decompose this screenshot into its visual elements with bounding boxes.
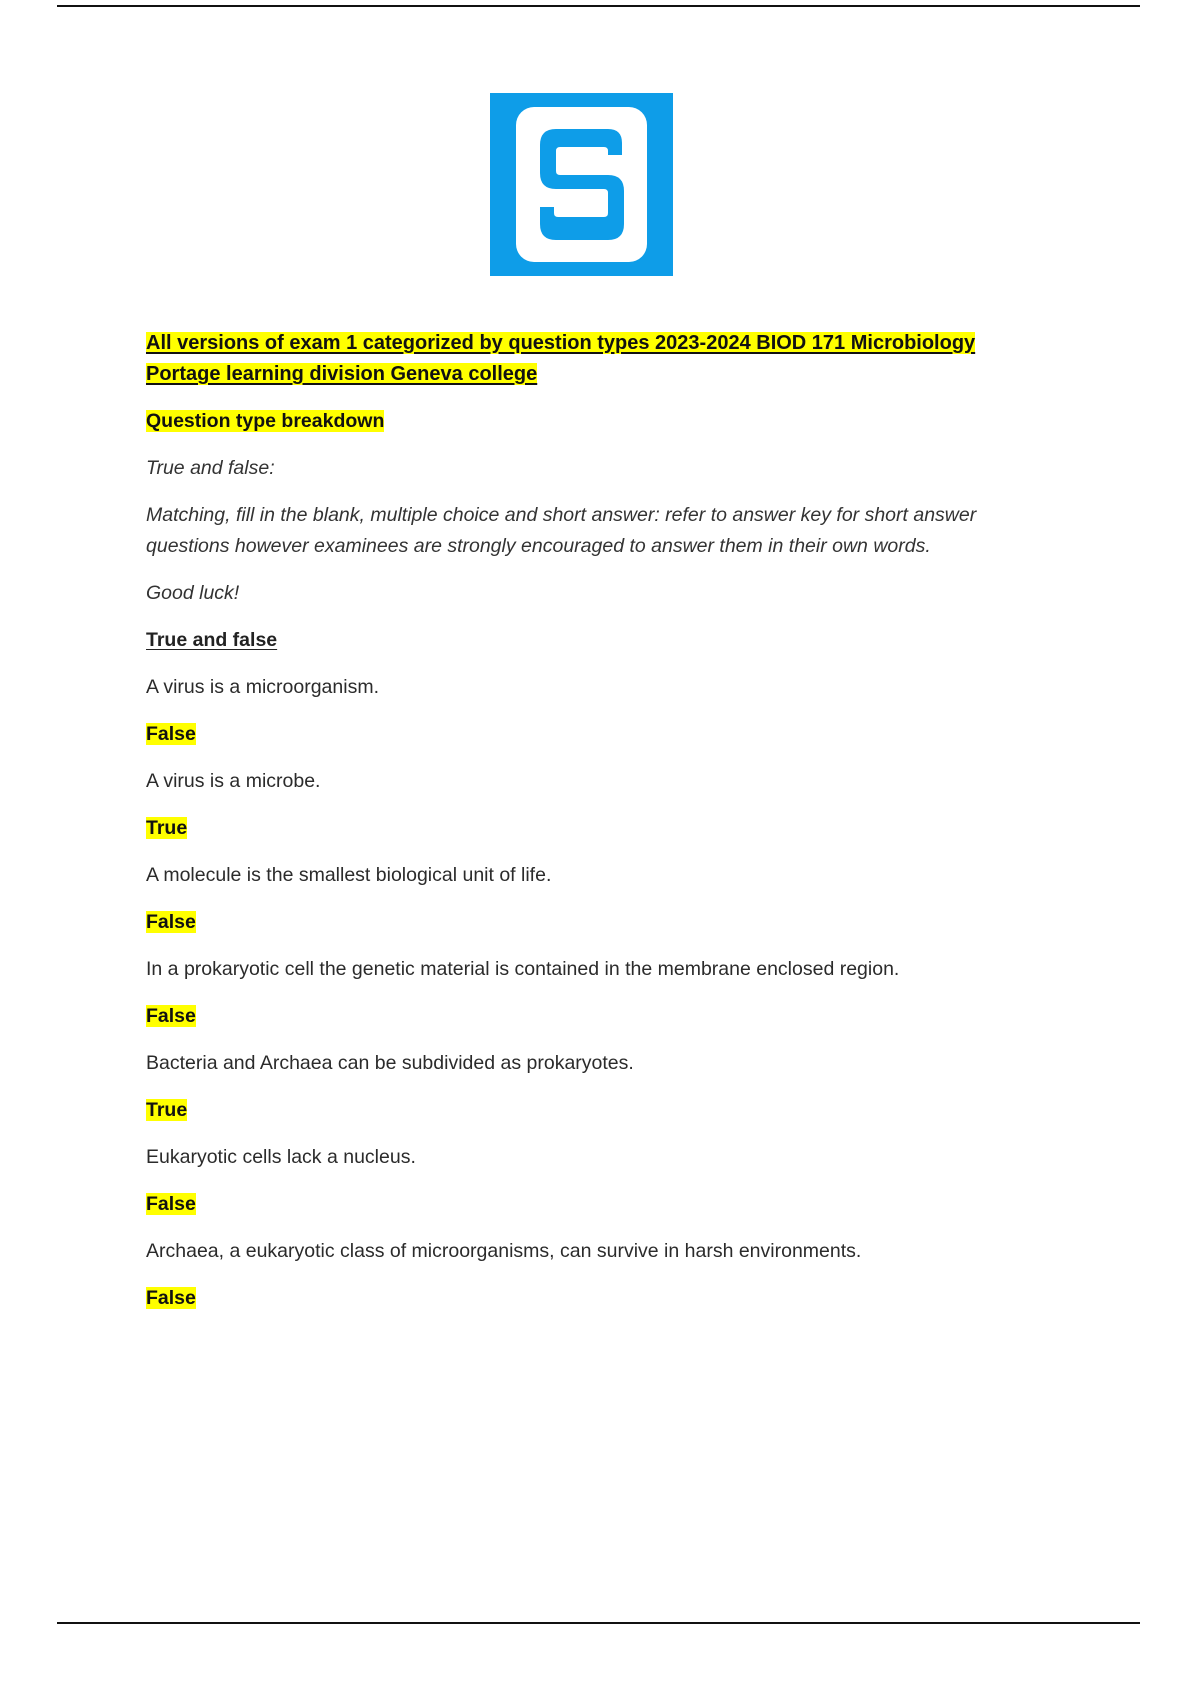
s-glyph-icon	[516, 107, 647, 262]
question-4: In a prokaryotic cell the genetic material is contained in the membrane enclosed region.	[146, 958, 900, 980]
s-logo-icon	[490, 93, 673, 276]
intro-true-false: True and false:	[146, 457, 275, 479]
section-heading-true-false: True and false	[146, 629, 278, 651]
answer-5: True	[146, 1099, 188, 1121]
intro-other-types: Matching, fill in the blank, multiple choice and short answer: refer to answer key for short answer questions however examinees are strongly encouraged to answer them in their own words.	[146, 504, 977, 557]
question-5: Bacteria and Archaea can be subdivided as prokaryotes.	[146, 1052, 634, 1074]
answer-1: False	[146, 723, 196, 745]
question-3: A molecule is the smallest biological unit of life.	[146, 864, 552, 886]
breakdown-heading: Question type breakdown	[146, 410, 385, 432]
answer-3: False	[146, 911, 196, 933]
document-body	[146, 328, 1046, 1330]
answer-4: False	[146, 1005, 196, 1027]
answer-2: True	[146, 817, 188, 839]
intro-good-luck: Good luck!	[146, 582, 240, 604]
answer-6: False	[146, 1193, 196, 1215]
logo-inner-badge	[516, 107, 647, 262]
top-rule	[57, 5, 1140, 7]
question-7: Archaea, a eukaryotic class of microorganisms, can survive in harsh environments.	[146, 1240, 862, 1262]
question-1: A virus is a microorganism.	[146, 676, 379, 698]
question-2: A virus is a microbe.	[146, 770, 321, 792]
document-title: All versions of exam 1 categorized by question types 2023-2024 BIOD 171 Microbiology Portage learning division Geneva college	[146, 332, 976, 385]
answer-7: False	[146, 1287, 196, 1309]
bottom-rule	[57, 1622, 1140, 1624]
question-6: Eukaryotic cells lack a nucleus.	[146, 1146, 416, 1168]
